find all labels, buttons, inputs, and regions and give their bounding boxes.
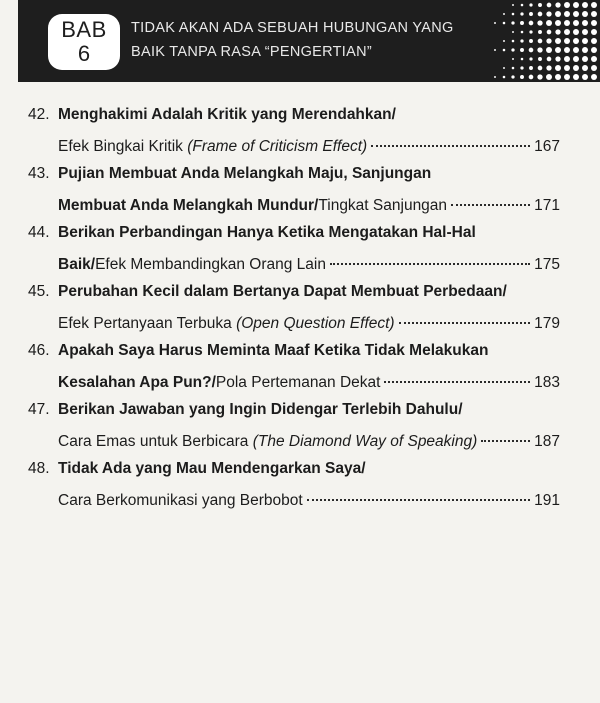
- entry-subtitle-bold: Kesalahan Apa Pun?/: [58, 374, 216, 391]
- chapter-header: [18, 0, 600, 82]
- decoration-dot: [555, 38, 561, 44]
- decoration-dot: [546, 38, 551, 43]
- decoration-dot: [537, 20, 542, 25]
- decoration-dot: [494, 22, 496, 24]
- decoration-dot: [591, 38, 597, 44]
- decoration-dot: [520, 39, 523, 42]
- decoration-dot: [511, 48, 514, 51]
- page-number: 179: [534, 315, 560, 332]
- decoration-dot: [582, 47, 588, 53]
- dot-leader: [451, 204, 530, 206]
- decoration-dot: [564, 47, 570, 53]
- decoration-dot: [546, 74, 552, 80]
- entry-subtitle: [58, 309, 395, 339]
- decoration-dot: [573, 65, 579, 71]
- decoration-dot: [582, 38, 588, 44]
- decoration-dot: [503, 13, 505, 15]
- decoration-dot: [555, 11, 561, 17]
- decoration-dot: [529, 30, 532, 33]
- page-number: 175: [534, 256, 560, 273]
- entry-subtitle-text: Pola Pertemanan Dekat: [215, 374, 381, 391]
- entry-subtitle-text: Cara Berkomunikasi yang Berbobot: [58, 492, 303, 509]
- entry-subtitle-bold: Membuat Anda Melangkah Mundur/: [58, 197, 319, 214]
- chapter-title-line1: TIDAK AKAN ADA SEBUAH HUBUNGAN YANG: [131, 20, 454, 36]
- decoration-dot: [529, 75, 534, 80]
- decoration-dot: [555, 20, 561, 26]
- decoration-dot: [582, 74, 588, 80]
- entry-subtitle-text: Efek Bingkai Kritik: [58, 138, 188, 155]
- entry-subtitle-line: [58, 191, 560, 221]
- dot-leader: [371, 145, 530, 147]
- decoration-dot: [503, 40, 505, 42]
- entry-number: 45.: [28, 283, 50, 300]
- decoration-dot: [520, 12, 523, 15]
- entry-subtitle-line: [58, 427, 560, 457]
- entry-subtitle-text: Tingkat Sanjungan: [318, 197, 448, 214]
- page-number: 171: [534, 197, 560, 214]
- entry-subtitle-line: [58, 368, 560, 398]
- decoration-dot: [538, 39, 543, 44]
- decoration-dot: [529, 57, 532, 60]
- chapter-title: [131, 16, 511, 64]
- decoration-dot: [511, 75, 514, 78]
- decoration-dot: [591, 2, 597, 8]
- decoration-dot: [537, 74, 542, 79]
- badge-label: BAB: [61, 17, 107, 42]
- decoration-dot: [555, 74, 561, 80]
- decoration-dot: [538, 30, 542, 34]
- decoration-dot: [503, 22, 506, 25]
- entry-title: Perubahan Kecil dalam Bertanya Dapat Membuat Perbedaan/: [58, 283, 507, 300]
- decoration-dot: [591, 11, 597, 17]
- entry-number: 48.: [28, 460, 50, 477]
- decoration-dot: [582, 2, 588, 8]
- toc-entry[interactable]: [0, 159, 600, 218]
- decoration-dot: [591, 20, 597, 26]
- decoration-dot: [573, 56, 579, 62]
- entry-title: Apakah Saya Harus Meminta Maaf Ketika Tidak Melakukan: [58, 342, 489, 359]
- entry-number: 43.: [28, 165, 50, 182]
- decoration-dot: [546, 47, 552, 53]
- toc-entry[interactable]: [0, 100, 600, 159]
- chapter-number: 6: [77, 41, 91, 66]
- table-of-contents: [0, 100, 600, 513]
- decoration-dot: [521, 31, 524, 34]
- decoration-dot: [564, 11, 570, 17]
- decoration-dot: [521, 58, 524, 61]
- decoration-dot: [520, 66, 523, 69]
- dot-leader: [307, 499, 530, 501]
- decoration-dot: [582, 56, 588, 62]
- dot-leader: [384, 381, 530, 383]
- entry-number: 47.: [28, 401, 50, 418]
- decoration-dot: [564, 74, 570, 80]
- entry-subtitle-line: [58, 132, 560, 162]
- entry-title: Pujian Membuat Anda Melangkah Maju, Sanjungan: [58, 165, 432, 182]
- decoration-dot: [591, 29, 597, 35]
- decoration-dot: [564, 56, 570, 62]
- decoration-dot: [494, 76, 496, 78]
- decoration-dot: [582, 11, 588, 17]
- decoration-dot: [573, 74, 579, 80]
- decoration-dot: [547, 57, 552, 62]
- entry-subtitle: [58, 132, 367, 162]
- entry-subtitle-italic: (Frame of Criticism Effect): [187, 138, 368, 155]
- entry-subtitle-text: Cara Emas untuk Berbicara: [58, 433, 253, 450]
- entry-subtitle-italic: (The Diamond Way of Speaking): [252, 433, 478, 450]
- decoration-dot: [573, 20, 579, 26]
- decoration-dot: [546, 11, 551, 16]
- decoration-dot: [512, 58, 514, 60]
- decoration-dot: [538, 12, 543, 17]
- entry-subtitle-text: Efek Membandingkan Orang Lain: [95, 256, 326, 273]
- decoration-dot: [546, 20, 552, 26]
- decoration-dot: [537, 47, 542, 52]
- entry-subtitle: [58, 486, 303, 516]
- decoration-dot: [529, 66, 533, 70]
- decoration-dot: [573, 11, 579, 17]
- decoration-dot: [573, 38, 579, 44]
- entry-subtitle: [58, 250, 326, 280]
- page-number: 183: [534, 374, 560, 391]
- decoration-dot: [520, 48, 524, 52]
- entry-number: 42.: [28, 106, 50, 123]
- decoration-dot: [555, 2, 560, 7]
- toc-entry[interactable]: [0, 277, 600, 336]
- toc-entry[interactable]: [0, 218, 600, 277]
- decoration-dot: [546, 65, 551, 70]
- entry-subtitle: [58, 368, 380, 398]
- dot-leader: [481, 440, 530, 442]
- decoration-dot: [538, 3, 542, 7]
- page-number: 191: [534, 492, 560, 509]
- decoration-dot: [591, 56, 597, 62]
- decoration-dot: [512, 31, 514, 33]
- entry-title: Berikan Jawaban yang Ingin Didengar Terlebih Dahulu/: [58, 401, 463, 418]
- dot-pattern-decoration: [480, 0, 600, 82]
- decoration-dot: [564, 29, 570, 35]
- dot-leader: [399, 322, 531, 324]
- entry-subtitle-line: [58, 486, 560, 516]
- decoration-dot: [529, 39, 533, 43]
- decoration-dot: [511, 21, 514, 24]
- decoration-dot: [564, 20, 570, 26]
- entry-subtitle: [58, 191, 447, 221]
- decoration-dot: [555, 65, 561, 71]
- decoration-dot: [529, 48, 534, 53]
- toc-entry[interactable]: [0, 336, 600, 395]
- decoration-dot: [529, 12, 533, 16]
- decoration-dot: [582, 65, 588, 71]
- decoration-dot: [512, 40, 515, 43]
- chapter-title-line2: BAIK TANPA RASA “PENGERTIAN”: [131, 44, 373, 60]
- decoration-dot: [503, 67, 505, 69]
- toc-entry[interactable]: [0, 395, 600, 454]
- decoration-dot: [512, 13, 515, 16]
- entry-number: 46.: [28, 342, 50, 359]
- decoration-dot: [564, 38, 570, 44]
- decoration-dot: [512, 4, 514, 6]
- entry-title: Tidak Ada yang Mau Mendengarkan Saya/: [58, 460, 366, 477]
- decoration-dot: [564, 2, 570, 8]
- decoration-dot: [573, 47, 579, 53]
- decoration-dot: [547, 3, 552, 8]
- toc-entry[interactable]: [0, 454, 600, 513]
- decoration-dot: [520, 75, 524, 79]
- entry-subtitle-italic: (Open Question Effect): [236, 315, 395, 332]
- page-number: 167: [534, 138, 560, 155]
- decoration-dot: [529, 3, 532, 6]
- entry-subtitle: [58, 427, 477, 457]
- decoration-dot: [494, 49, 496, 51]
- decoration-dot: [538, 66, 543, 71]
- entry-subtitle-text: Efek Pertanyaan Terbuka: [58, 315, 237, 332]
- decoration-dot: [582, 20, 588, 26]
- decoration-dot: [529, 21, 534, 26]
- entry-number: 44.: [28, 224, 50, 241]
- decoration-dot: [555, 29, 560, 34]
- decoration-dot: [573, 29, 579, 35]
- decoration-dot: [573, 2, 579, 8]
- decoration-dot: [512, 67, 515, 70]
- decoration-dot: [591, 65, 597, 71]
- entry-subtitle-line: [58, 250, 560, 280]
- entry-title: Menghakimi Adalah Kritik yang Merendahkan/: [58, 106, 396, 123]
- decoration-dot: [555, 47, 561, 53]
- decoration-dot: [564, 65, 570, 71]
- page-number: 187: [534, 433, 560, 450]
- decoration-dot: [591, 47, 597, 53]
- chapter-badge: [48, 14, 120, 70]
- decoration-dot: [582, 29, 588, 35]
- decoration-dot: [520, 21, 524, 25]
- decoration-dot: [555, 56, 560, 61]
- decoration-dot: [521, 4, 524, 7]
- decoration-dot: [547, 30, 552, 35]
- decoration-dot: [503, 49, 506, 52]
- dot-leader: [330, 263, 530, 265]
- decoration-dot: [503, 76, 506, 79]
- entry-title: Berikan Perbandingan Hanya Ketika Mengatakan Hal-Hal: [58, 224, 476, 241]
- entry-subtitle-line: [58, 309, 560, 339]
- decoration-dot: [538, 57, 542, 61]
- decoration-dot: [591, 74, 597, 80]
- entry-subtitle-bold: Baik/: [58, 256, 96, 273]
